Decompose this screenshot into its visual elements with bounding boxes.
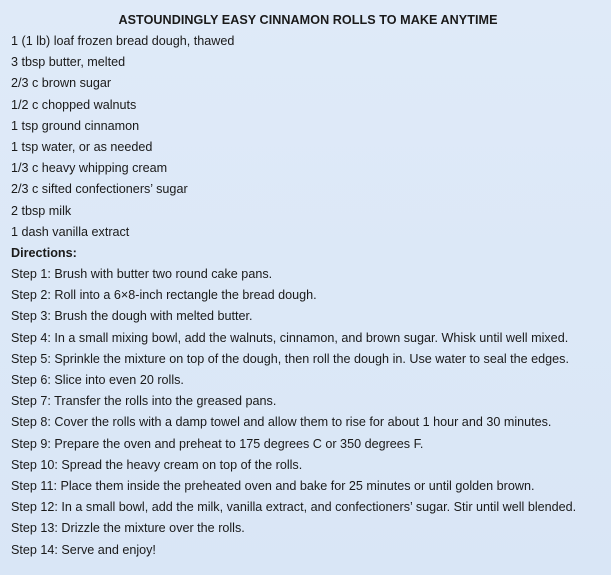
direction-step: Step 3: Brush the dough with melted butter.	[11, 309, 253, 324]
direction-step: Step 12: In a small bowl, add the milk, vanilla extract, and confectioners’ sugar. Stir until well blended.	[11, 500, 577, 515]
ingredient-item: 3 tbsp butter, melted	[11, 55, 126, 70]
direction-step: Step 8: Cover the rolls with a damp towel and allow them to rise for about 1 hour and 30 minutes.	[11, 415, 552, 430]
ingredient-item: 1 tsp water, or as needed	[11, 139, 153, 154]
direction-step: Step 10: Spread the heavy cream on top of the rolls.	[11, 457, 303, 472]
ingredient-item: 2/3 c brown sugar	[11, 76, 112, 91]
direction-step: Step 9: Prepare the oven and preheat to 175 degrees C or 350 degrees F.	[11, 436, 424, 451]
direction-step: Step 6: Slice into even 20 rolls.	[11, 373, 184, 387]
direction-step: Step 11: Place them inside the preheated oven and bake for 25 minutes or until golden brown.	[11, 478, 535, 493]
ingredient-item: 1/2 c chopped walnuts	[11, 97, 137, 112]
direction-step: Step 1: Brush with butter two round cake pans.	[11, 267, 273, 282]
direction-step: Step 14: Serve and enjoy!	[11, 542, 156, 557]
direction-step: Step 5: Sprinkle the mixture on top of the dough, then roll the dough in. Use water to seal the edges.	[11, 351, 569, 366]
ingredient-item: 1/3 c heavy whipping cream	[11, 161, 168, 176]
ingredient-item: 1 (1 lb) loaf frozen bread dough, thawed	[11, 34, 235, 48]
direction-step: Step 2: Roll into a 6×8-inch rectangle the bread dough.	[11, 288, 317, 303]
directions-list	[11, 264, 605, 561]
direction-step: Step 7: Transfer the rolls into the greased pans.	[11, 394, 277, 409]
ingredient-item: 2 tbsp milk	[11, 203, 72, 218]
recipe-title: ASTOUNDINGLY EASY CINNAMON ROLLS TO MAKE ANYTIME	[118, 13, 498, 27]
direction-step: Step 13: Drizzle the mixture over the rolls.	[11, 521, 245, 536]
ingredient-list	[11, 31, 605, 243]
ingredient-item: 2/3 c sifted confectioners’ sugar	[11, 182, 188, 197]
ingredient-item: 1 dash vanilla extract	[11, 224, 130, 239]
ingredient-item: 1 tsp ground cinnamon	[11, 118, 140, 133]
direction-step: Step 4: In a small mixing bowl, add the walnuts, cinnamon, and brown sugar. Whisk until well mixed.	[11, 330, 569, 345]
directions-heading: Directions:	[11, 245, 77, 260]
